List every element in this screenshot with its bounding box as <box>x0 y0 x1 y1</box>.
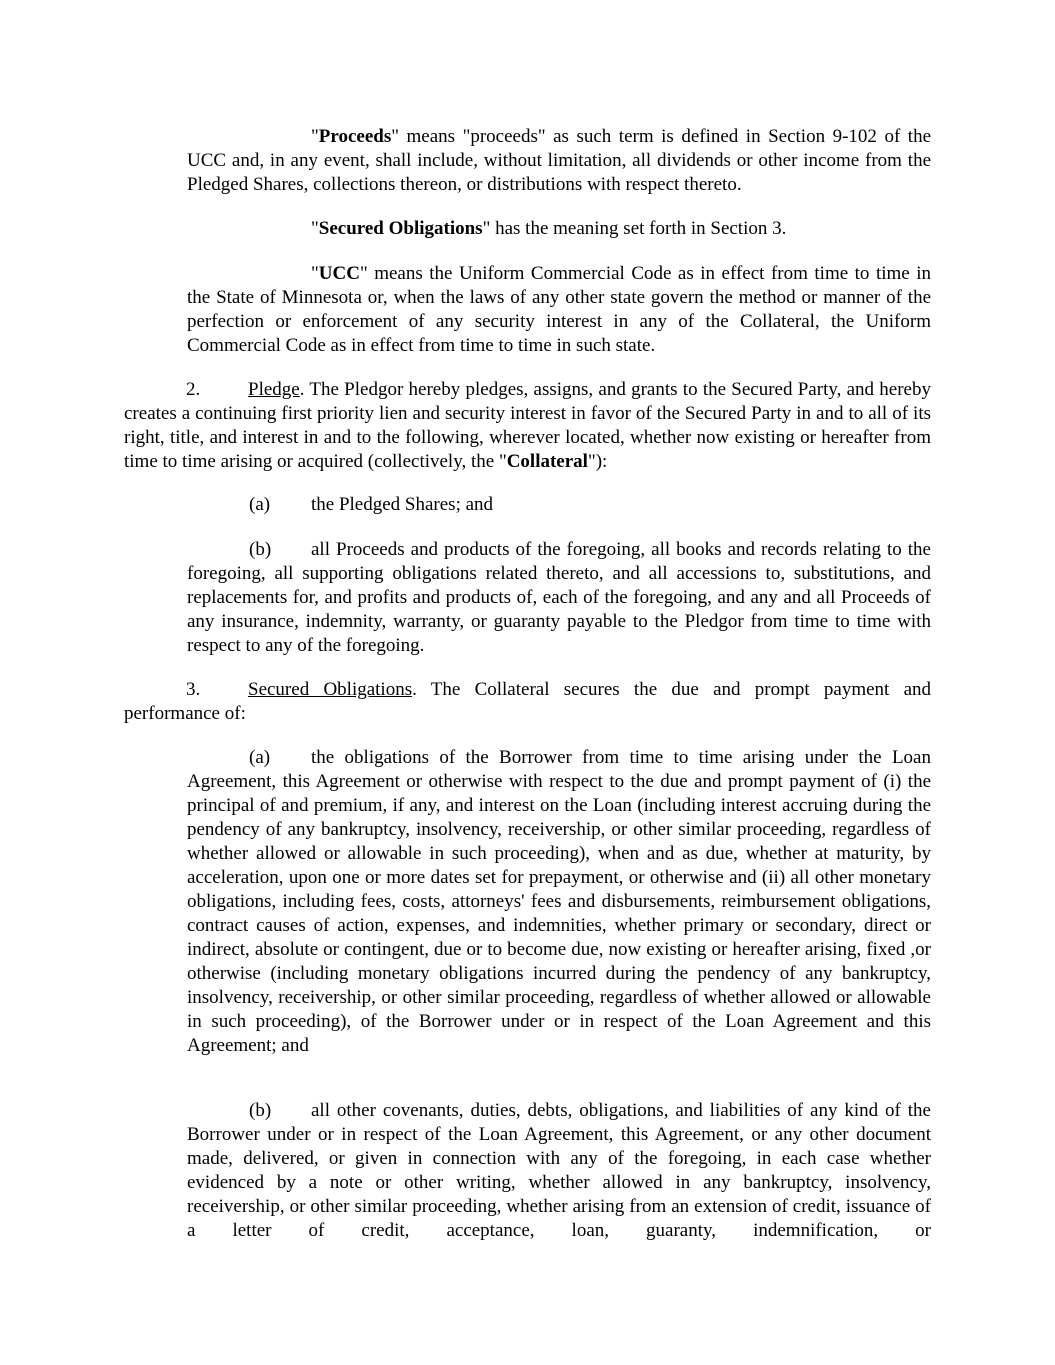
section-3-item-b <box>187 1099 931 1243</box>
definition-proceeds-text: means "proceeds" as such term is defined in Section 9-102 of the UCC and, in any event, shall include, without limitation, all dividends or other income from the Pledged Shares, collections thereon, or distributions with respect thereto. <box>187 126 931 195</box>
item-text: the Pledged Shares; and <box>311 494 494 515</box>
section-3-text: . The Collateral secures the due and prompt payment and performance of: <box>124 679 931 724</box>
section-2-heading: Pledge <box>248 379 300 400</box>
item-label: (a) <box>249 747 271 768</box>
definition-proceeds: "Proceeds" means "proceeds" as such term is defined in Section 9-102 of the UCC and, in any event, shall include, without limitation, all dividends or other income from the Pledged Shares, collections thereon, or distributions with respect thereto. <box>187 126 931 195</box>
section-3-item-a <box>187 746 931 1058</box>
section-2-item-b <box>187 538 931 658</box>
item-text: the obligations of the Borrower from time to time arising under the Loan Agreement, this Agreement or otherwise with respect to the due and prompt payment of (i) the principal of and premium, if any, and interest on the Loan (including interest accruing during the pendency of any bankruptcy, insolvency, receivership, or other similar proceeding, regardless of whether allowed or allowable in such proceeding), when and as due, whether at maturity, by acceleration, upon one or more dates set for prepayment, or otherwise and (ii) all other monetary obligations, including fees, costs, attorneys' fees and disbursements, reimbursement obligations, contract causes of action, expenses, and indemnities, whether primary or secondary, direct or indirect, absolute or contingent, due or to become due, now existing or hereafter arising, fixed ,or otherwise (including monetary obligations incurred during the pendency of any bankruptcy, insolvency, receivership, or other similar proceeding, regardless of whether allowed or allowable in such proceeding), of the Borrower under or in respect of the Loan Agreement and this Agreement; and <box>187 747 931 1056</box>
definition-ucc-text: means the Uniform Commercial Code as in effect from time to time in the State of Minnesota or, when the laws of any other state govern the method or manner of the perfection or enforcement of any security interest in any of the Collateral, the Uniform Commercial Code as in effect from time to time in such state. <box>187 263 931 356</box>
section-3-number: 3. <box>186 679 201 700</box>
section-2-text-end: "): <box>587 451 608 472</box>
item-label: (a) <box>249 494 271 515</box>
item-label: (b) <box>249 1100 272 1121</box>
item-text: all Proceeds and products of the foregoing, all books and records relating to the foregoing, all supporting obligations related thereto, and all accessions to, substitutions, and replacements for, and profits and products of, each of the foregoing, and any and all Proceeds of any insurance, indemnity, warranty, or guaranty payable to the Pledgor from time to time with respect to any of the foregoing. <box>187 539 931 656</box>
section-2-item-a <box>187 493 931 517</box>
definition-secured-obligations-text: has the meaning set forth in Section 3. <box>490 218 787 239</box>
section-3-secured-obligations <box>124 678 931 726</box>
section-2-number: 2. <box>186 379 201 400</box>
defined-term-collateral: Collateral <box>506 451 588 472</box>
defined-term-secured-obligations: Secured Obligations <box>318 218 483 239</box>
item-text: all other covenants, duties, debts, obligations, and liabilities of any kind of the Borrower under or in respect of the Loan Agreement, this Agreement, or any other document made, delivered, or given in connection with any of the foregoing, in each case whether evidenced by a note or other writing, whether allowed in any bankruptcy, insolvency, receivership, or other similar proceeding, whether arising from an extension of credit, issuance of a letter of credit, acceptance, loan, guaranty, indemnification, or <box>187 1100 931 1241</box>
item-label: (b) <box>249 539 272 560</box>
definition-ucc: "UCC" means the Uniform Commercial Code as in effect from time to time in the State of Minnesota or, when the laws of any other state govern the method or manner of the perfection or enforcement of any security interest in any of the Collateral, the Uniform Commercial Code as in effect from time to time in such state. <box>187 263 931 356</box>
section-2-text: . The Pledgor hereby pledges, assigns, and grants to the Secured Party, and hereby creates a continuing first priority lien and security interest in favor of the Secured Party in and to all of its right, title, and interest in and to the following, wherever located, whether now existing or hereafter from time to time arising or acquired (collectively, the " <box>124 379 931 472</box>
defined-term-proceeds: Proceeds <box>318 126 392 147</box>
defined-term-ucc: UCC <box>318 263 360 284</box>
section-3-heading: Secured Obligations <box>248 679 413 700</box>
section-2-pledge <box>124 378 931 474</box>
definition-secured-obligations: "Secured Obligations" has the meaning set forth in Section 3. <box>311 218 787 239</box>
